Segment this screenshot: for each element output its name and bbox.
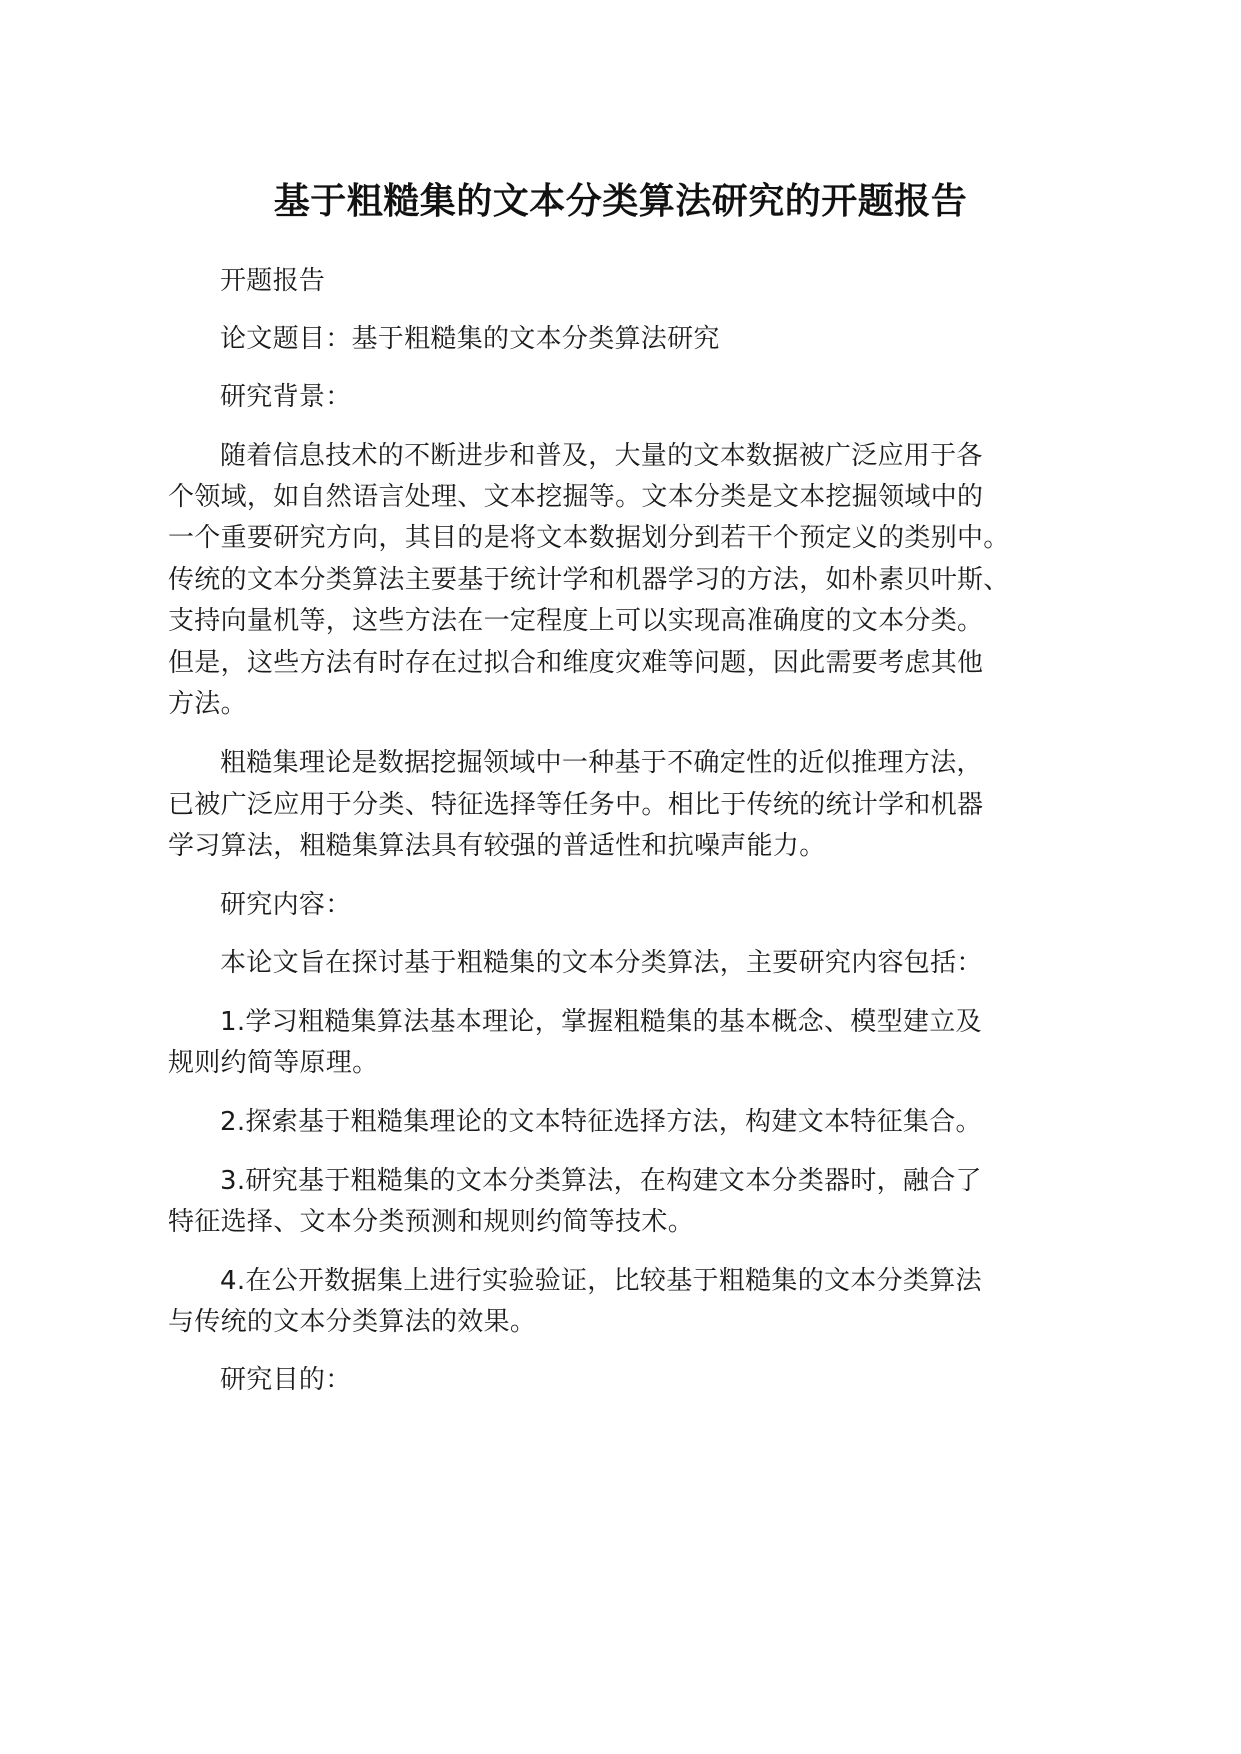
background-p1-line-5: 支持向量机等，这些方法在一定程度上可以实现高准确度的文本分类。 <box>168 606 984 636</box>
content-item-2: 2.探索基于粗糙集理论的文本特征选择方法，构建文本特征集合。 <box>220 1107 982 1137</box>
content-item-3-line-1: 3.研究基于粗糙集的文本分类算法，在构建文本分类器时，融合了 <box>220 1166 982 1196</box>
thesis-title-line: 论文题目：基于粗糙集的文本分类算法研究 <box>220 324 720 354</box>
content-item-4-line-2: 与传统的文本分类算法的效果。 <box>168 1307 537 1337</box>
content-item-3-line-2: 特征选择、文本分类预测和规则约简等技术。 <box>168 1207 695 1237</box>
background-p1-line-6: 但是，这些方法有时存在过拟合和维度灾难等问题，因此需要考虑其他 <box>168 648 984 678</box>
background-p2-line-1: 粗糙集理论是数据挖掘领域中一种基于不确定性的近似推理方法， <box>220 748 983 778</box>
background-p1-line-2: 个领域，如自然语言处理、文本挖掘等。文本分类是文本挖掘领域中的 <box>168 482 984 512</box>
content-heading: 研究内容： <box>220 890 352 920</box>
background-heading: 研究背景： <box>220 382 352 412</box>
report-label: 开题报告 <box>220 266 326 296</box>
content-item-4-line-1: 4.在公开数据集上进行实验验证，比较基于粗糙集的文本分类算法 <box>220 1266 982 1296</box>
background-p1-line-3: 一个重要研究方向，其目的是将文本数据划分到若干个预定义的类别中。 <box>168 523 1010 553</box>
background-p1-line-1: 随着信息技术的不断进步和普及，大量的文本数据被广泛应用于各 <box>220 441 983 471</box>
background-p2-line-3: 学习算法，粗糙集算法具有较强的普适性和抗噪声能力。 <box>168 831 826 861</box>
content-item-1-line-2: 规则约简等原理。 <box>168 1048 379 1078</box>
content-item-1-line-1: 1.学习粗糙集算法基本理论，掌握粗糙集的基本概念、模型建立及 <box>220 1007 982 1037</box>
purpose-heading: 研究目的： <box>220 1365 352 1395</box>
background-p1-line-4: 传统的文本分类算法主要基于统计学和机器学习的方法，如朴素贝叶斯、 <box>168 565 1010 595</box>
background-p1-line-7: 方法。 <box>168 689 247 719</box>
content-intro: 本论文旨在探讨基于粗糙集的文本分类算法，主要研究内容包括： <box>220 948 983 978</box>
background-p2-line-2: 已被广泛应用于分类、特征选择等任务中。相比于传统的统计学和机器 <box>168 790 984 820</box>
document-title: 基于粗糙集的文本分类算法研究的开题报告 <box>273 181 968 222</box>
